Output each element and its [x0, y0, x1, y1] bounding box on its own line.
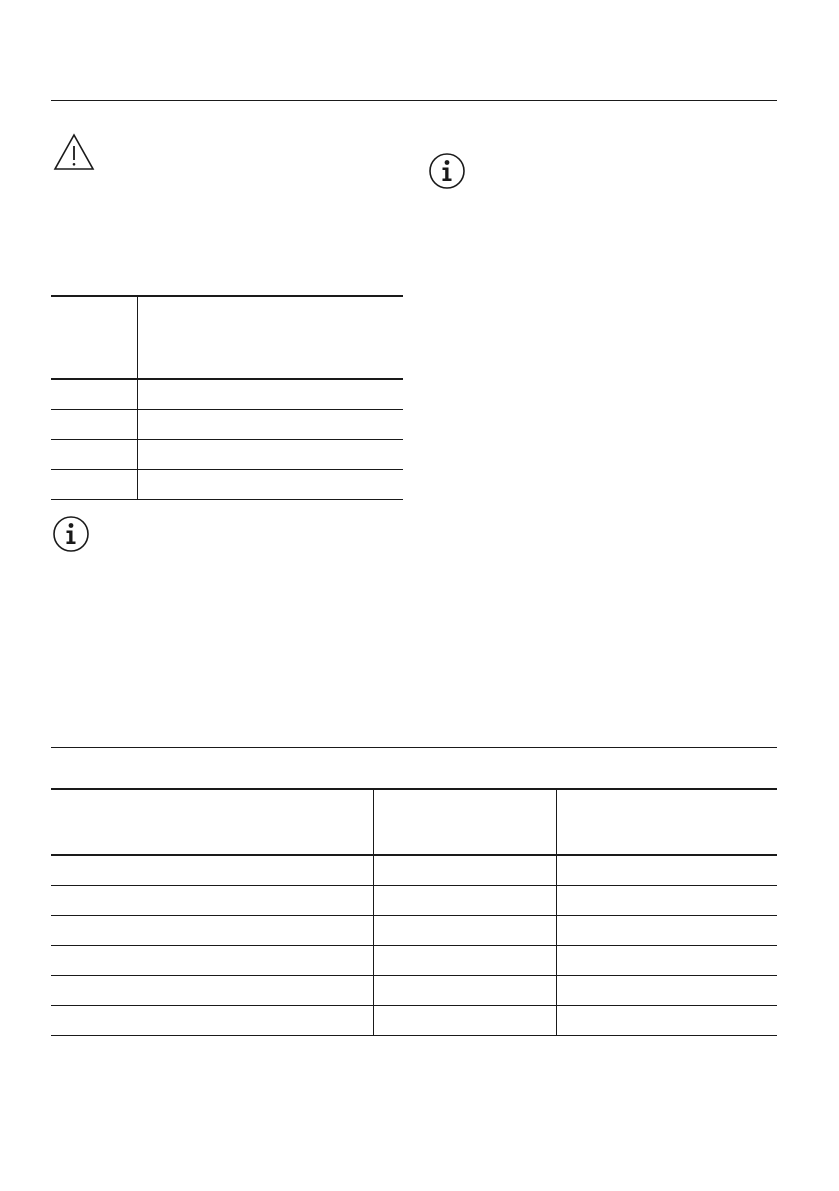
section-rule [51, 747, 777, 748]
table-row [51, 976, 777, 1006]
table-cell [556, 855, 777, 886]
table-cell [51, 470, 137, 500]
table-cell [51, 976, 373, 1006]
table-cell [51, 410, 137, 440]
table-cell [137, 410, 403, 440]
table-cell [373, 855, 556, 886]
table-cell [373, 1006, 556, 1036]
warning-triangle-icon [52, 132, 96, 172]
table-cell [51, 379, 137, 410]
table-cell [137, 470, 403, 500]
table-header-cell [51, 789, 373, 855]
table-cell [556, 976, 777, 1006]
table-row [51, 946, 777, 976]
table-header-row [51, 296, 403, 379]
table-cell [51, 916, 373, 946]
table-header-cell [137, 296, 403, 379]
table-row [51, 855, 777, 886]
bottom-data-table [51, 788, 777, 1036]
table-cell [51, 1006, 373, 1036]
table-row [51, 916, 777, 946]
table-cell [373, 946, 556, 976]
table-cell [137, 379, 403, 410]
table-cell [137, 440, 403, 470]
table-row [51, 1006, 777, 1036]
info-circle-icon [428, 152, 466, 190]
table-row [51, 470, 403, 500]
table-header-cell [51, 296, 137, 379]
table-cell [556, 916, 777, 946]
table-cell [556, 1006, 777, 1036]
top-rule [51, 100, 777, 101]
table-header-row [51, 789, 777, 855]
table-header-cell [373, 789, 556, 855]
table-cell [51, 946, 373, 976]
table-cell [373, 886, 556, 916]
table-cell [51, 855, 373, 886]
table-cell [556, 886, 777, 916]
table-cell [556, 946, 777, 976]
table-cell [51, 886, 373, 916]
table-cell [373, 916, 556, 946]
left-data-table [51, 295, 403, 500]
table-header-cell [556, 789, 777, 855]
table-row [51, 410, 403, 440]
table-row [51, 886, 777, 916]
table-cell [51, 440, 137, 470]
table-row [51, 440, 403, 470]
table-cell [373, 976, 556, 1006]
info-circle-icon [52, 515, 90, 553]
table-row [51, 379, 403, 410]
